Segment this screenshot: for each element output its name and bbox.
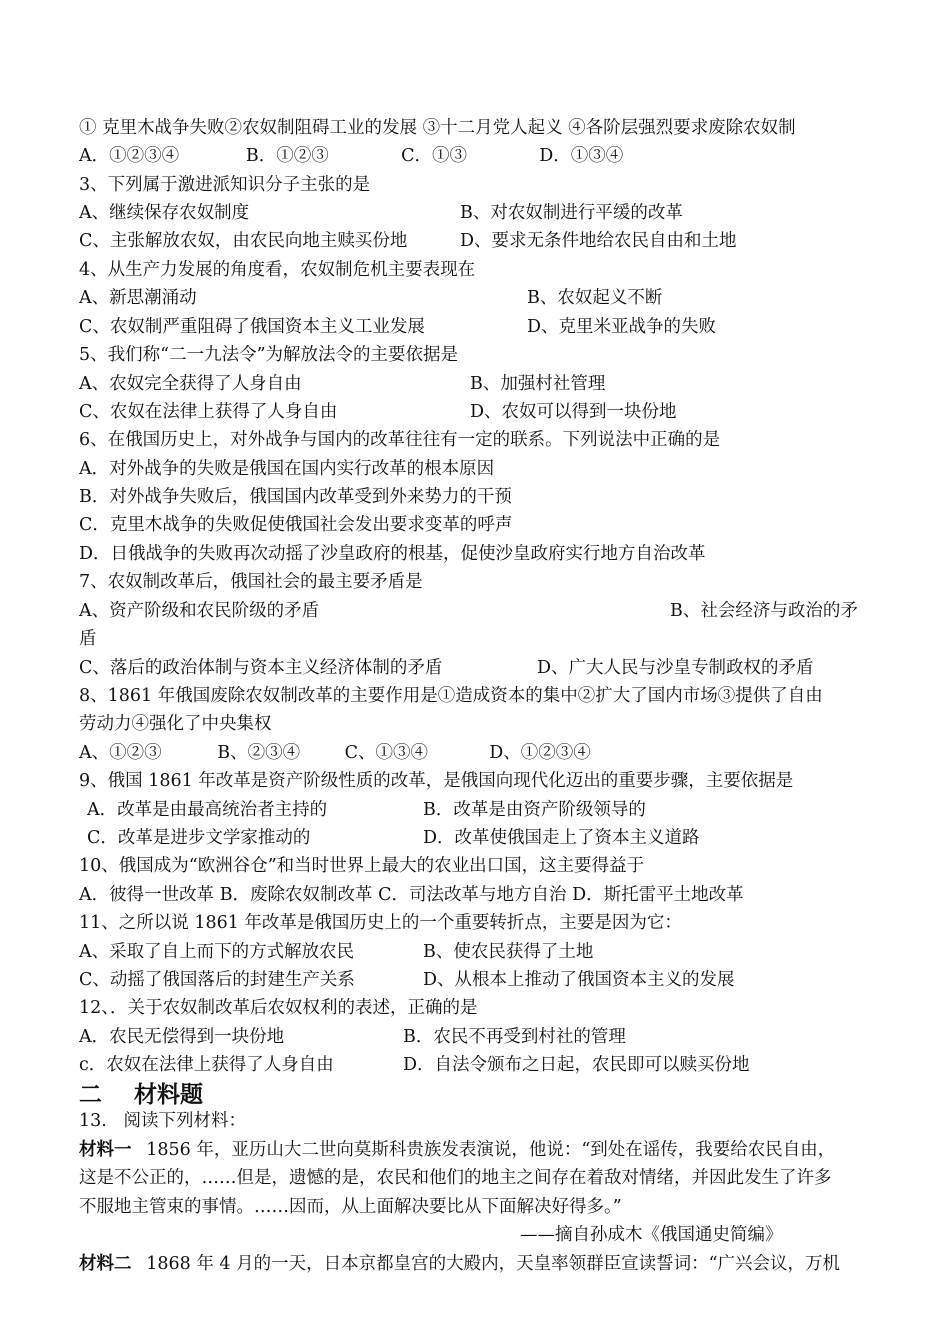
q6-stem: 6、在俄国历史上，对外战争与国内的改革往往有一定的联系。下列说法中正确的是 xyxy=(79,430,721,450)
q3-option-a: A、继续保存农奴制度 xyxy=(79,203,250,223)
material-2-line-1: 1868 年 4 月的一天，日本京都皇宫的大殿内，天皇率领群臣宣读誓词：“广兴会议，万机 xyxy=(124,1254,841,1274)
q8-choices: A、①②③ B、②③④ C、①③④ D、①②③④ xyxy=(79,743,591,763)
q4-stem: 4、从生产力发展的角度看，农奴制危机主要表现在 xyxy=(79,260,476,280)
q6-option-a: A．对外战争的失败是俄国在国内实行改革的根本原因 xyxy=(79,459,495,479)
q11-option-c: C、动摇了俄国落后的封建生产关系 xyxy=(79,970,355,990)
q12-option-d: D．自法令颁布之日起，农民即可以赎买份地 xyxy=(403,1055,750,1075)
q7-option-c: C、落后的政治体制与资本主义经济体制的矛盾 xyxy=(79,658,443,678)
q4-option-a: A、新思潮涌动 xyxy=(79,288,197,308)
q13-stem: 13. 阅读下列材料： xyxy=(79,1111,247,1131)
q4-option-c: C、农奴制严重阻碍了俄国资本主义工业发展 xyxy=(79,317,425,337)
q12-option-a: A．农民无偿得到一块份地 xyxy=(79,1027,285,1047)
material-2-label: 材料二 xyxy=(79,1254,132,1274)
q9-option-b: B．改革是由资产阶级领导的 xyxy=(423,800,646,820)
q3-stem: 3、下列属于激进派知识分子主张的是 xyxy=(79,175,371,195)
q4-option-b: B、农奴起义不断 xyxy=(527,288,663,308)
q7-stem: 7、农奴制改革后，俄国社会的最主要矛盾是 xyxy=(79,572,423,592)
q7-option-d: D、广大人民与沙皇专制政权的矛盾 xyxy=(537,658,814,678)
q4-option-d: D、克里米亚战争的失败 xyxy=(527,317,717,337)
q3-option-b: B、对农奴制进行平缓的改革 xyxy=(460,203,683,223)
q5-option-b: B、加强村社管理 xyxy=(470,374,606,394)
q6-option-c: C．克里木战争的失败促使俄国社会发出要求变革的呼声 xyxy=(79,515,513,535)
q12-option-b: B．农民不再受到村社的管理 xyxy=(403,1027,626,1047)
q5-stem: 5、我们称“二一九法令”为解放法令的主要依据是 xyxy=(79,345,459,365)
q5-option-c: C、农奴在法律上获得了人身自由 xyxy=(79,402,338,422)
q12-option-c: c．农奴在法律上获得了人身自由 xyxy=(79,1055,334,1075)
q7-option-a: A、资产阶级和农民阶级的矛盾 xyxy=(79,601,320,621)
q9-stem: 9、俄国 1861 年改革是资产阶级性质的改革，是俄国向现代化迈出的重要步骤，主要依据是 xyxy=(79,771,794,791)
q5-option-d: D、农奴可以得到一块份地 xyxy=(470,402,677,422)
q10-stem: 10、俄国成为“欧洲谷仓”和当时世界上最大的农业出口国，这主要得益于 xyxy=(79,856,645,876)
q11-stem: 11、之所以说 1861 年改革是俄国历史上的一个重要转折点，主要是因为它： xyxy=(79,913,682,933)
q5-option-a: A、农奴完全获得了人身自由 xyxy=(79,374,302,394)
q9-option-c: C．改革是进步文学家推动的 xyxy=(87,828,311,848)
q7-option-b-wrap: 盾 xyxy=(79,629,97,649)
q11-option-a: A、采取了自上而下的方式解放农民 xyxy=(79,942,355,962)
material-1-line-2: 这是不公正的，……但是，遗憾的是，农民和他们的地主之间存在着敌对情绪，并因此发生了许多 xyxy=(79,1168,832,1188)
q2-options-statement: ① 克里木战争失败②农奴制阻碍工业的发展 ③十二月党人起义 ④各阶层强烈要求废除农奴制 xyxy=(79,118,796,138)
q3-option-d: D、要求无条件地给农民自由和土地 xyxy=(460,231,737,251)
q2-choices: A．①②③④ B．①②③ C．①③ D．①③④ xyxy=(79,146,624,166)
q3-option-c: C、主张解放农奴，由农民向地主赎买份地 xyxy=(79,231,408,251)
q9-option-a: A．改革是由最高统治者主持的 xyxy=(87,800,328,820)
q7-option-b: B、社会经济与政治的矛 xyxy=(670,601,858,621)
q12-stem: 12、．关于农奴制改革后农奴权利的表述，正确的是 xyxy=(79,998,478,1018)
material-1-line-3: 不服地主管束的事情。……因而，从上面解决要比从下面解决好得多。” xyxy=(79,1197,622,1217)
section-heading: 二 材料题 xyxy=(79,1081,204,1108)
q11-option-d: D、从根本上推动了俄国资本主义的发展 xyxy=(423,970,735,990)
q8-stem-cont: 劳动力④强化了中央集权 xyxy=(79,714,272,734)
material-1-label: 材料一 xyxy=(79,1140,132,1160)
q11-option-b: B、使农民获得了土地 xyxy=(423,942,594,962)
q10-choices: A．彼得一世改革 B．废除农奴制改革 C．司法改革与地方自治 D．斯托雷平土地改革 xyxy=(79,885,744,905)
material-1-source: ——摘自孙成木《俄国通史简编》 xyxy=(520,1225,783,1245)
q8-stem: 8、1861 年俄国废除农奴制改革的主要作用是①造成资本的集中②扩大了国内市场③提供了自由 xyxy=(79,686,823,706)
q6-option-d: D．日俄战争的失败再次动摇了沙皇政府的根基，促使沙皇政府实行地方自治改革 xyxy=(79,544,706,564)
q9-option-d: D．改革使俄国走上了资本主义道路 xyxy=(423,828,700,848)
q6-option-b: B．对外战争失败后，俄国国内改革受到外来势力的干预 xyxy=(79,487,512,507)
material-1-line-1: 1856 年，亚历山大二世向莫斯科贵族发表演说，他说：“到处在谣传，我要给农民自由， xyxy=(124,1140,836,1160)
